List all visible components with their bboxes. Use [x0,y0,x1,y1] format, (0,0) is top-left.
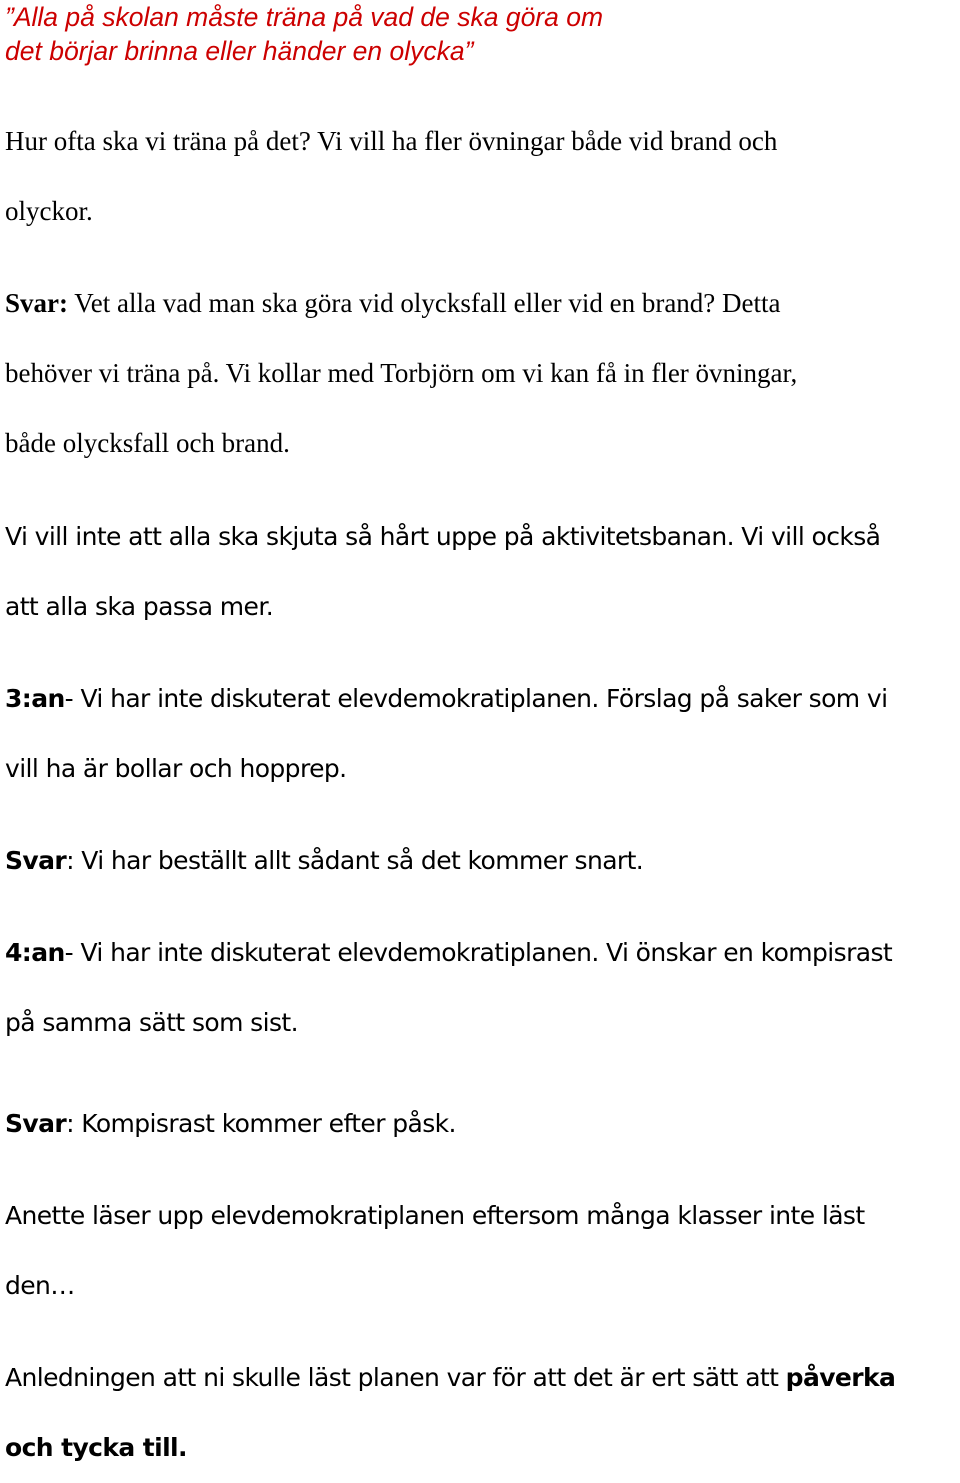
paragraph-line: vill ha är bollar och hopprep. [5,754,347,783]
paragraph-answer-training [5,268,797,478]
paragraph-answer-recess [5,1089,456,1159]
paragraph-line [5,826,643,896]
reason-text: Anledningen att ni skulle läst planen var för att det är ert sätt att [5,1363,786,1392]
paragraph-line: att alla ska passa mer. [5,592,274,621]
paragraph-line: och tycka till. [5,1433,187,1462]
class-text: - Vi har inte diskuterat elevdemokratiplanen. Vi önskar en kompisrast [64,938,893,967]
paragraph-line: behöver vi träna på. Vi kollar med Torbjörn om vi kan få in fler övningar, [5,358,798,388]
answer-label: Svar: [5,288,68,318]
answer-text: : Vi har beställt allt sådant så det kommer snart. [66,846,644,875]
paragraph-line: Anette läser upp elevdemokratiplanen eftersom många klasser inte läst [5,1201,865,1230]
paragraph-reason [5,1343,895,1483]
paragraph-line: Hur ofta ska vi träna på det? Vi vill ha fler övningar både vid brand och [5,126,778,156]
paragraph-activity-course [5,502,880,642]
answer-label: Svar [5,1109,67,1138]
paragraph-line [5,268,797,338]
paragraph-line: både olycksfall och brand. [5,428,290,458]
paragraph-question-training [5,106,777,246]
paragraph-line: den… [5,1271,75,1300]
paragraph-anette-reads [5,1181,865,1321]
heading-line-1: ”Alla på skolan måste träna på vad de ska göra om [5,2,604,32]
answer-text: : Kompisrast kommer efter påsk. [66,1109,456,1138]
paragraph-line [5,664,887,734]
paragraph-answer-balls [5,826,643,896]
paragraph-class-4 [5,918,892,1058]
paragraph-line: på samma sätt som sist. [5,1008,298,1037]
paragraph-line [5,918,892,988]
paragraph-line [5,1089,456,1159]
answer-text: Vet alla vad man ska göra vid olycksfall eller vid en brand? Detta [68,288,781,318]
class-label: 4:an [5,938,65,967]
class-label: 3:an [5,684,65,713]
paragraph-class-3 [5,664,887,804]
document-heading [5,0,955,68]
answer-label: Svar [5,846,67,875]
heading-line-2: det börjar brinna eller händer en olycka” [5,36,474,66]
emphasis-text: påverka [785,1363,896,1392]
paragraph-line: Vi vill inte att alla ska skjuta så hårt uppe på aktivitetsbanan. Vi vill också [5,522,881,551]
paragraph-line [5,1343,895,1413]
class-text: - Vi har inte diskuterat elevdemokratiplanen. Förslag på saker som vi [64,684,888,713]
document-page [5,0,955,1462]
paragraph-line: olyckor. [5,196,93,226]
